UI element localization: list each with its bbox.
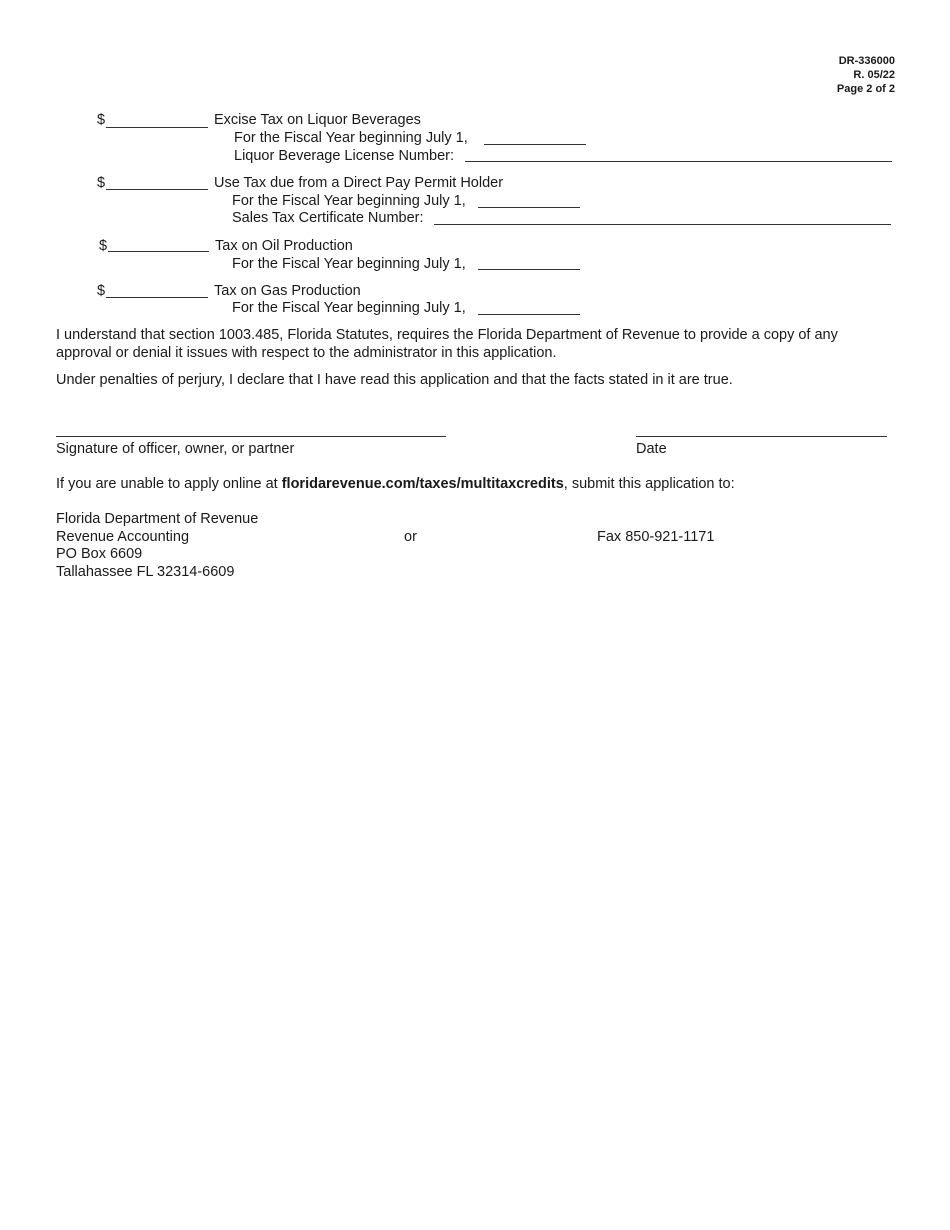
fiscal-year-field-use-tax[interactable] <box>478 207 580 208</box>
fiscal-year-label: For the Fiscal Year beginning July 1, <box>232 193 466 209</box>
submit-instructions <box>56 476 735 493</box>
date-line[interactable] <box>636 436 887 437</box>
dollar-sign: $ <box>97 175 106 191</box>
or-label: or <box>404 529 417 545</box>
dollar-sign: $ <box>97 283 106 299</box>
address-line-2: Revenue Accounting <box>56 529 190 545</box>
fiscal-year-label: For the Fiscal Year beginning July 1, <box>232 256 466 272</box>
certificate-number-field[interactable] <box>434 224 891 225</box>
certificate-number-label: Sales Tax Certificate Number: <box>232 210 424 226</box>
signature-line[interactable] <box>56 436 446 437</box>
form-header <box>837 54 895 96</box>
fiscal-year-label: For the Fiscal Year beginning July 1, <box>232 300 466 316</box>
form-revision: R. 05/22 <box>853 69 895 81</box>
submit-prefix: If you are unable to apply online at <box>56 476 282 492</box>
fiscal-year-label: For the Fiscal Year beginning July 1, <box>234 130 468 146</box>
fiscal-year-field-gas[interactable] <box>478 314 580 315</box>
address-line-1: Florida Department of Revenue <box>56 511 259 527</box>
statement-line-2: approval or denial it issues with respect to the administrator in this application. <box>56 345 557 361</box>
form-number: DR-336000 <box>838 55 895 67</box>
submit-suffix: , submit this application to: <box>563 476 735 492</box>
fax-number: Fax 850-921-1171 <box>597 529 715 545</box>
fiscal-year-field-oil[interactable] <box>478 269 580 270</box>
address-line-4: Tallahassee FL 32314-6609 <box>56 564 235 580</box>
amount-field-use-tax[interactable] <box>106 189 208 190</box>
statement-line-1: I understand that section 1003.485, Florida Statutes, requires the Florida Department of Revenue to provide a copy of any <box>56 327 838 343</box>
website-link[interactable]: floridarevenue.com/taxes/multitaxcredits <box>281 476 564 492</box>
page-number: Page 2 of 2 <box>836 83 895 95</box>
fiscal-year-field-liquor[interactable] <box>484 144 586 145</box>
item-title-oil: Tax on Oil Production <box>215 238 353 254</box>
amount-field-liquor[interactable] <box>106 127 208 128</box>
license-number-field[interactable] <box>465 161 892 162</box>
date-label: Date <box>636 441 667 457</box>
license-number-label: Liquor Beverage License Number: <box>234 148 455 164</box>
item-title-liquor: Excise Tax on Liquor Beverages <box>214 112 421 128</box>
item-title-use-tax: Use Tax due from a Direct Pay Permit Holder <box>214 175 504 191</box>
dollar-sign: $ <box>97 112 106 128</box>
perjury-statement: Under penalties of perjury, I declare that I have read this application and that the facts stated in it are true. <box>56 372 733 388</box>
amount-field-oil[interactable] <box>108 251 209 252</box>
item-title-gas: Tax on Gas Production <box>214 283 361 299</box>
amount-field-gas[interactable] <box>106 297 208 298</box>
dollar-sign: $ <box>99 238 108 254</box>
address-line-3: PO Box 6609 <box>56 546 143 562</box>
signature-label: Signature of officer, owner, or partner <box>56 441 295 457</box>
